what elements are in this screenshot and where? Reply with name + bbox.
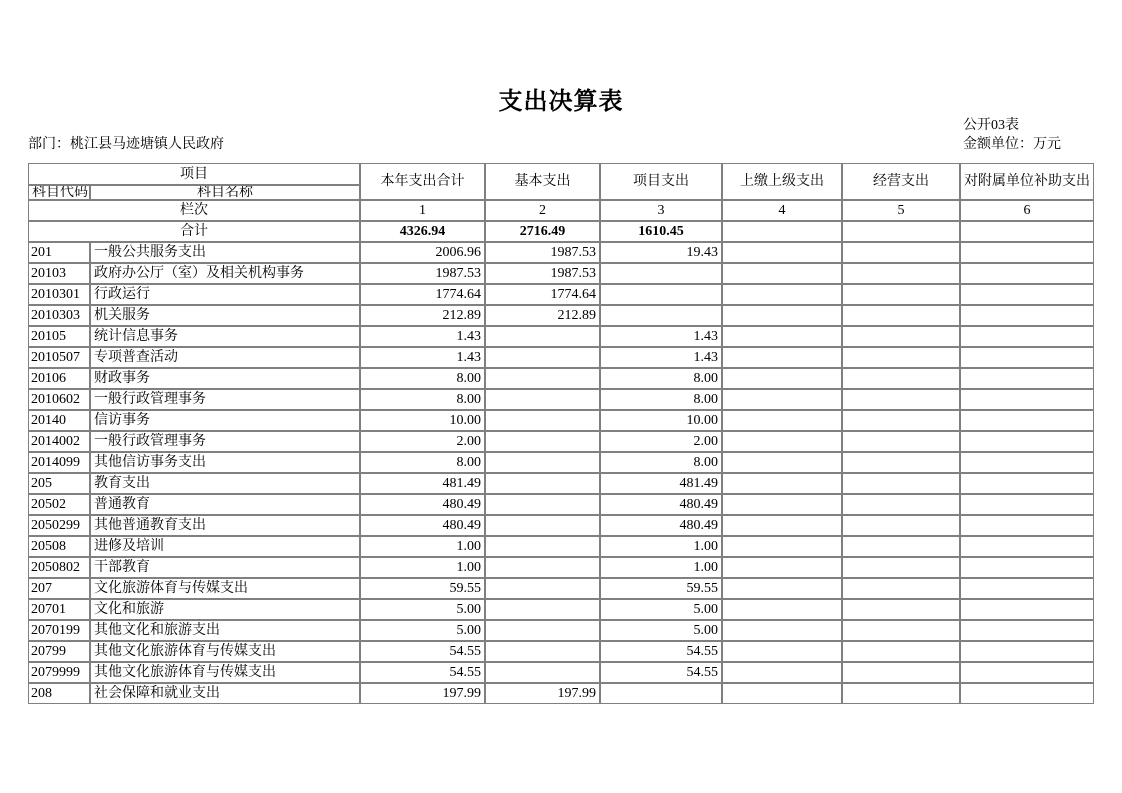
upturned-expenditure-cell	[722, 536, 842, 557]
project-expenditure-cell: 1.43	[600, 326, 722, 347]
table-code-line	[28, 116, 1094, 135]
subject-name-cell: 信访事务	[90, 410, 360, 431]
upturned-expenditure-cell	[722, 347, 842, 368]
upturned-expenditure-cell	[722, 410, 842, 431]
project-expenditure-cell: 54.55	[600, 662, 722, 683]
subsidy-expenditure-cell	[960, 536, 1094, 557]
subject-name-cell: 一般公共服务支出	[90, 242, 360, 263]
subject-code-cell: 2079999	[28, 662, 90, 683]
year-total-cell: 5.00	[360, 620, 485, 641]
table-row	[28, 599, 1094, 620]
subject-code-cell: 2014099	[28, 452, 90, 473]
subject-code-cell: 2014002	[28, 431, 90, 452]
upturned-expenditure-cell	[722, 620, 842, 641]
operating-expenditure-cell	[842, 599, 960, 620]
basic-expenditure-cell	[485, 452, 600, 473]
basic-expenditure-cell	[485, 326, 600, 347]
upturned-expenditure-cell	[722, 662, 842, 683]
subject-code-cell: 208	[28, 683, 90, 704]
operating-expenditure-cell	[842, 536, 960, 557]
subsidy-expenditure-cell	[960, 494, 1094, 515]
year-total-cell: 212.89	[360, 305, 485, 326]
subsidy-expenditure-cell	[960, 410, 1094, 431]
subject-name-cell: 机关服务	[90, 305, 360, 326]
page-title: 支出决算表	[498, 89, 624, 115]
operating-expenditure-cell	[842, 494, 960, 515]
year-total-cell: 1.00	[360, 557, 485, 578]
total-row	[28, 221, 1094, 242]
upturned-expenditure-cell	[722, 515, 842, 536]
subject-name-cell: 教育支出	[90, 473, 360, 494]
operating-expenditure-cell	[842, 473, 960, 494]
upturned-expenditure-cell	[722, 284, 842, 305]
table-row	[28, 557, 1094, 578]
subject-name-cell: 其他信访事务支出	[90, 452, 360, 473]
subject-code-cell: 20701	[28, 599, 90, 620]
subject-name-cell: 进修及培训	[90, 536, 360, 557]
table-row	[28, 536, 1094, 557]
subject-name-cell: 其他文化和旅游支出	[90, 620, 360, 641]
header-project: 项目	[28, 163, 360, 185]
project-expenditure-cell: 5.00	[600, 620, 722, 641]
table-row	[28, 578, 1094, 599]
subject-code-cell: 20103	[28, 263, 90, 284]
subsidy-expenditure-cell	[960, 515, 1094, 536]
table-row	[28, 452, 1094, 473]
header-upturned-expenditure: 上缴上级支出	[722, 163, 842, 200]
project-expenditure-cell: 19.43	[600, 242, 722, 263]
unit-label: 金额单位：万元	[963, 137, 1061, 152]
upturned-expenditure-cell	[722, 305, 842, 326]
subsidy-expenditure-cell	[960, 557, 1094, 578]
upturned-expenditure-cell	[722, 389, 842, 410]
subject-name-cell: 政府办公厅（室）及相关机构事务	[90, 263, 360, 284]
table-body	[28, 242, 1094, 704]
upturned-expenditure-cell	[722, 578, 842, 599]
header-year-total: 本年支出合计	[360, 163, 485, 200]
basic-expenditure-cell	[485, 536, 600, 557]
column-index-3: 3	[600, 200, 722, 221]
subsidy-expenditure-cell	[960, 599, 1094, 620]
year-total-cell: 2006.96	[360, 242, 485, 263]
project-expenditure-cell: 2.00	[600, 431, 722, 452]
subject-name-cell: 文化和旅游	[90, 599, 360, 620]
upturned-expenditure-cell	[722, 242, 842, 263]
subject-name-cell: 其他文化旅游体育与传媒支出	[90, 641, 360, 662]
subject-code-cell: 207	[28, 578, 90, 599]
basic-expenditure-cell	[485, 389, 600, 410]
total-upturned	[722, 221, 842, 242]
operating-expenditure-cell	[842, 389, 960, 410]
subsidy-expenditure-cell	[960, 641, 1094, 662]
subject-code-cell: 2010301	[28, 284, 90, 305]
table-row	[28, 662, 1094, 683]
basic-expenditure-cell: 212.89	[485, 305, 600, 326]
year-total-cell: 5.00	[360, 599, 485, 620]
year-total-cell: 10.00	[360, 410, 485, 431]
subject-name-cell: 一般行政管理事务	[90, 389, 360, 410]
operating-expenditure-cell	[842, 284, 960, 305]
column-index-4: 4	[722, 200, 842, 221]
subsidy-expenditure-cell	[960, 431, 1094, 452]
subject-code-cell: 205	[28, 473, 90, 494]
operating-expenditure-cell	[842, 452, 960, 473]
basic-expenditure-cell: 1987.53	[485, 242, 600, 263]
total-project: 1610.45	[600, 221, 722, 242]
operating-expenditure-cell	[842, 578, 960, 599]
subject-code-cell: 20502	[28, 494, 90, 515]
basic-expenditure-cell	[485, 473, 600, 494]
year-total-cell: 481.49	[360, 473, 485, 494]
upturned-expenditure-cell	[722, 557, 842, 578]
subject-code-cell: 20799	[28, 641, 90, 662]
subsidy-expenditure-cell	[960, 578, 1094, 599]
subsidy-expenditure-cell	[960, 263, 1094, 284]
total-year-total: 4326.94	[360, 221, 485, 242]
subject-code-cell: 20105	[28, 326, 90, 347]
table-row	[28, 473, 1094, 494]
meta-block	[28, 116, 1094, 154]
table-row	[28, 326, 1094, 347]
project-expenditure-cell	[600, 263, 722, 284]
operating-expenditure-cell	[842, 662, 960, 683]
year-total-cell: 1987.53	[360, 263, 485, 284]
header-basic-expenditure: 基本支出	[485, 163, 600, 200]
basic-expenditure-cell: 197.99	[485, 683, 600, 704]
subject-name-cell: 行政运行	[90, 284, 360, 305]
subsidy-expenditure-cell	[960, 389, 1094, 410]
basic-expenditure-cell	[485, 620, 600, 641]
upturned-expenditure-cell	[722, 641, 842, 662]
total-basic: 2716.49	[485, 221, 600, 242]
upturned-expenditure-cell	[722, 452, 842, 473]
project-expenditure-cell: 8.00	[600, 368, 722, 389]
subsidy-expenditure-cell	[960, 305, 1094, 326]
subject-code-cell: 201	[28, 242, 90, 263]
operating-expenditure-cell	[842, 263, 960, 284]
subject-code-cell: 2010303	[28, 305, 90, 326]
table-header-section	[28, 163, 1094, 242]
subsidy-expenditure-cell	[960, 620, 1094, 641]
table-row	[28, 242, 1094, 263]
subsidy-expenditure-cell	[960, 284, 1094, 305]
year-total-cell: 2.00	[360, 431, 485, 452]
upturned-expenditure-cell	[722, 326, 842, 347]
project-expenditure-cell: 1.43	[600, 347, 722, 368]
upturned-expenditure-cell	[722, 263, 842, 284]
year-total-cell: 480.49	[360, 515, 485, 536]
subject-name-cell: 一般行政管理事务	[90, 431, 360, 452]
header-operating-expenditure: 经营支出	[842, 163, 960, 200]
department-label: 部门：桃江县马迹塘镇人民政府	[28, 137, 224, 152]
subject-code-cell: 2010507	[28, 347, 90, 368]
upturned-expenditure-cell	[722, 599, 842, 620]
total-label: 合计	[28, 221, 360, 242]
subsidy-expenditure-cell	[960, 368, 1094, 389]
column-index-row	[28, 200, 1094, 221]
column-index-5: 5	[842, 200, 960, 221]
year-total-cell: 197.99	[360, 683, 485, 704]
header-row-1	[28, 163, 1094, 185]
year-total-cell: 59.55	[360, 578, 485, 599]
subsidy-expenditure-cell	[960, 683, 1094, 704]
total-subsidy	[960, 221, 1094, 242]
column-index-1: 1	[360, 200, 485, 221]
subsidy-expenditure-cell	[960, 347, 1094, 368]
subject-code-cell: 20508	[28, 536, 90, 557]
subject-name-cell: 干部教育	[90, 557, 360, 578]
year-total-cell: 8.00	[360, 452, 485, 473]
basic-expenditure-cell	[485, 557, 600, 578]
table-row	[28, 431, 1094, 452]
table-row	[28, 683, 1094, 704]
subject-name-cell: 社会保障和就业支出	[90, 683, 360, 704]
project-expenditure-cell: 480.49	[600, 515, 722, 536]
year-total-cell: 8.00	[360, 368, 485, 389]
basic-expenditure-cell: 1987.53	[485, 263, 600, 284]
table-row	[28, 641, 1094, 662]
subject-name-cell: 其他文化旅游体育与传媒支出	[90, 662, 360, 683]
subject-name-cell: 财政事务	[90, 368, 360, 389]
project-expenditure-cell	[600, 284, 722, 305]
basic-expenditure-cell: 1774.64	[485, 284, 600, 305]
year-total-cell: 1774.64	[360, 284, 485, 305]
subsidy-expenditure-cell	[960, 662, 1094, 683]
table-row	[28, 263, 1094, 284]
basic-expenditure-cell	[485, 578, 600, 599]
project-expenditure-cell: 59.55	[600, 578, 722, 599]
column-index-2: 2	[485, 200, 600, 221]
operating-expenditure-cell	[842, 515, 960, 536]
total-operating	[842, 221, 960, 242]
subsidy-expenditure-cell	[960, 326, 1094, 347]
subject-name-cell: 专项普查活动	[90, 347, 360, 368]
project-expenditure-cell: 8.00	[600, 389, 722, 410]
operating-expenditure-cell	[842, 347, 960, 368]
basic-expenditure-cell	[485, 431, 600, 452]
year-total-cell: 54.55	[360, 641, 485, 662]
year-total-cell: 8.00	[360, 389, 485, 410]
basic-expenditure-cell	[485, 641, 600, 662]
subject-code-cell: 2050802	[28, 557, 90, 578]
subject-name-cell: 文化旅游体育与传媒支出	[90, 578, 360, 599]
upturned-expenditure-cell	[722, 368, 842, 389]
subject-code-cell: 2070199	[28, 620, 90, 641]
project-expenditure-cell: 54.55	[600, 641, 722, 662]
basic-expenditure-cell	[485, 515, 600, 536]
upturned-expenditure-cell	[722, 431, 842, 452]
expenditure-table	[28, 163, 1094, 704]
subsidy-expenditure-cell	[960, 452, 1094, 473]
table-code: 公开03表	[963, 118, 1019, 133]
header-subject-code: 科目代码	[28, 185, 90, 200]
header-subject-name: 科目名称	[90, 185, 360, 200]
column-index-label: 栏次	[28, 200, 360, 221]
basic-expenditure-cell	[485, 347, 600, 368]
operating-expenditure-cell	[842, 620, 960, 641]
project-expenditure-cell: 480.49	[600, 494, 722, 515]
table-row	[28, 389, 1094, 410]
subsidy-expenditure-cell	[960, 242, 1094, 263]
table-row	[28, 494, 1094, 515]
upturned-expenditure-cell	[722, 494, 842, 515]
subject-name-cell: 普通教育	[90, 494, 360, 515]
table-row	[28, 368, 1094, 389]
column-index-6: 6	[960, 200, 1094, 221]
subject-code-cell: 2050299	[28, 515, 90, 536]
basic-expenditure-cell	[485, 410, 600, 431]
year-total-cell: 54.55	[360, 662, 485, 683]
project-expenditure-cell	[600, 683, 722, 704]
project-expenditure-cell: 5.00	[600, 599, 722, 620]
subject-code-cell: 2010602	[28, 389, 90, 410]
year-total-cell: 1.43	[360, 326, 485, 347]
table-row	[28, 410, 1094, 431]
project-expenditure-cell: 1.00	[600, 557, 722, 578]
project-expenditure-cell: 1.00	[600, 536, 722, 557]
subject-code-cell: 20140	[28, 410, 90, 431]
subject-name-cell: 其他普通教育支出	[90, 515, 360, 536]
project-expenditure-cell: 481.49	[600, 473, 722, 494]
project-expenditure-cell	[600, 305, 722, 326]
operating-expenditure-cell	[842, 641, 960, 662]
project-expenditure-cell: 8.00	[600, 452, 722, 473]
table-row	[28, 305, 1094, 326]
subsidy-expenditure-cell	[960, 473, 1094, 494]
operating-expenditure-cell	[842, 557, 960, 578]
operating-expenditure-cell	[842, 242, 960, 263]
operating-expenditure-cell	[842, 410, 960, 431]
header-project-expenditure: 项目支出	[600, 163, 722, 200]
project-expenditure-cell: 10.00	[600, 410, 722, 431]
header-subsidy-expenditure: 对附属单位补助支出	[960, 163, 1094, 200]
operating-expenditure-cell	[842, 368, 960, 389]
subject-name-cell: 统计信息事务	[90, 326, 360, 347]
year-total-cell: 1.43	[360, 347, 485, 368]
operating-expenditure-cell	[842, 326, 960, 347]
subject-code-cell: 20106	[28, 368, 90, 389]
operating-expenditure-cell	[842, 431, 960, 452]
operating-expenditure-cell	[842, 683, 960, 704]
basic-expenditure-cell	[485, 662, 600, 683]
operating-expenditure-cell	[842, 305, 960, 326]
table-row	[28, 515, 1094, 536]
table-row	[28, 347, 1094, 368]
year-total-cell: 480.49	[360, 494, 485, 515]
upturned-expenditure-cell	[722, 683, 842, 704]
basic-expenditure-cell	[485, 494, 600, 515]
table-row	[28, 620, 1094, 641]
basic-expenditure-cell	[485, 368, 600, 389]
table-row	[28, 284, 1094, 305]
upturned-expenditure-cell	[722, 473, 842, 494]
basic-expenditure-cell	[485, 599, 600, 620]
year-total-cell: 1.00	[360, 536, 485, 557]
department-line	[28, 135, 1094, 154]
